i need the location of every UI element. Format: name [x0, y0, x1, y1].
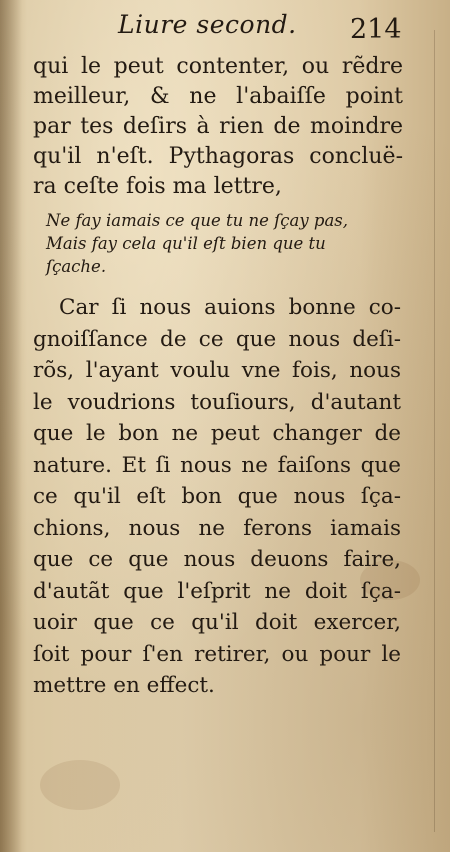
text-line: gnoiſſance de ce que nous deſi- — [33, 326, 401, 352]
text-line: que le bon ne peut changer de — [33, 421, 401, 446]
text-line: qui le peut contenter, ou rẽdre — [33, 54, 403, 79]
running-title: Liure second. — [118, 10, 297, 39]
page-number: 214 — [350, 14, 402, 45]
opening-paragraph — [33, 52, 403, 202]
text-line: mettre en effect. — [33, 673, 215, 698]
text-line: chions, nous ne ferons iamais — [33, 515, 401, 541]
text-line: Car ſi nous auions bonne co- — [59, 295, 401, 320]
text-line: meilleur, & ne l'abaiſſe point — [33, 84, 403, 109]
running-head — [0, 8, 450, 44]
text-line: uoir que ce qu'il doit exercer, — [33, 610, 401, 635]
text-line: d'autãt que l'eſprit ne doit ſça- — [33, 578, 401, 604]
body-paragraph — [33, 292, 401, 702]
verse-line: ſçache. — [46, 257, 107, 276]
page-edge-line — [434, 30, 435, 832]
text-line: qu'il n'eſt. Pythagoras concluë- — [33, 144, 403, 169]
text-line: le voudrions touſiours, d'autant — [33, 389, 401, 415]
text-line: ce qu'il eſt bon que nous ſça- — [33, 484, 401, 509]
verse-line: Mais fay cela qu'il eſt bien que tu — [46, 234, 326, 253]
verse-line: Ne fay iamais ce que tu ne ſçay pas, — [46, 211, 348, 230]
text-line: que ce que nous deuons faire, — [33, 547, 401, 572]
paper-stain — [40, 760, 120, 810]
text-line: rõs, l'ayant voulu vne fois, nous — [33, 358, 401, 383]
text-line: ſoit pour ſ'en retirer, ou pour le — [33, 641, 401, 667]
text-line: ra ceſte fois ma lettre, — [33, 174, 282, 199]
quoted-verse — [46, 209, 396, 278]
text-line: nature. Et ſi nous ne faiſons que — [33, 452, 401, 478]
text-line: par tes deſirs à rien de moindre — [33, 114, 403, 139]
gutter-shadow — [0, 0, 22, 852]
